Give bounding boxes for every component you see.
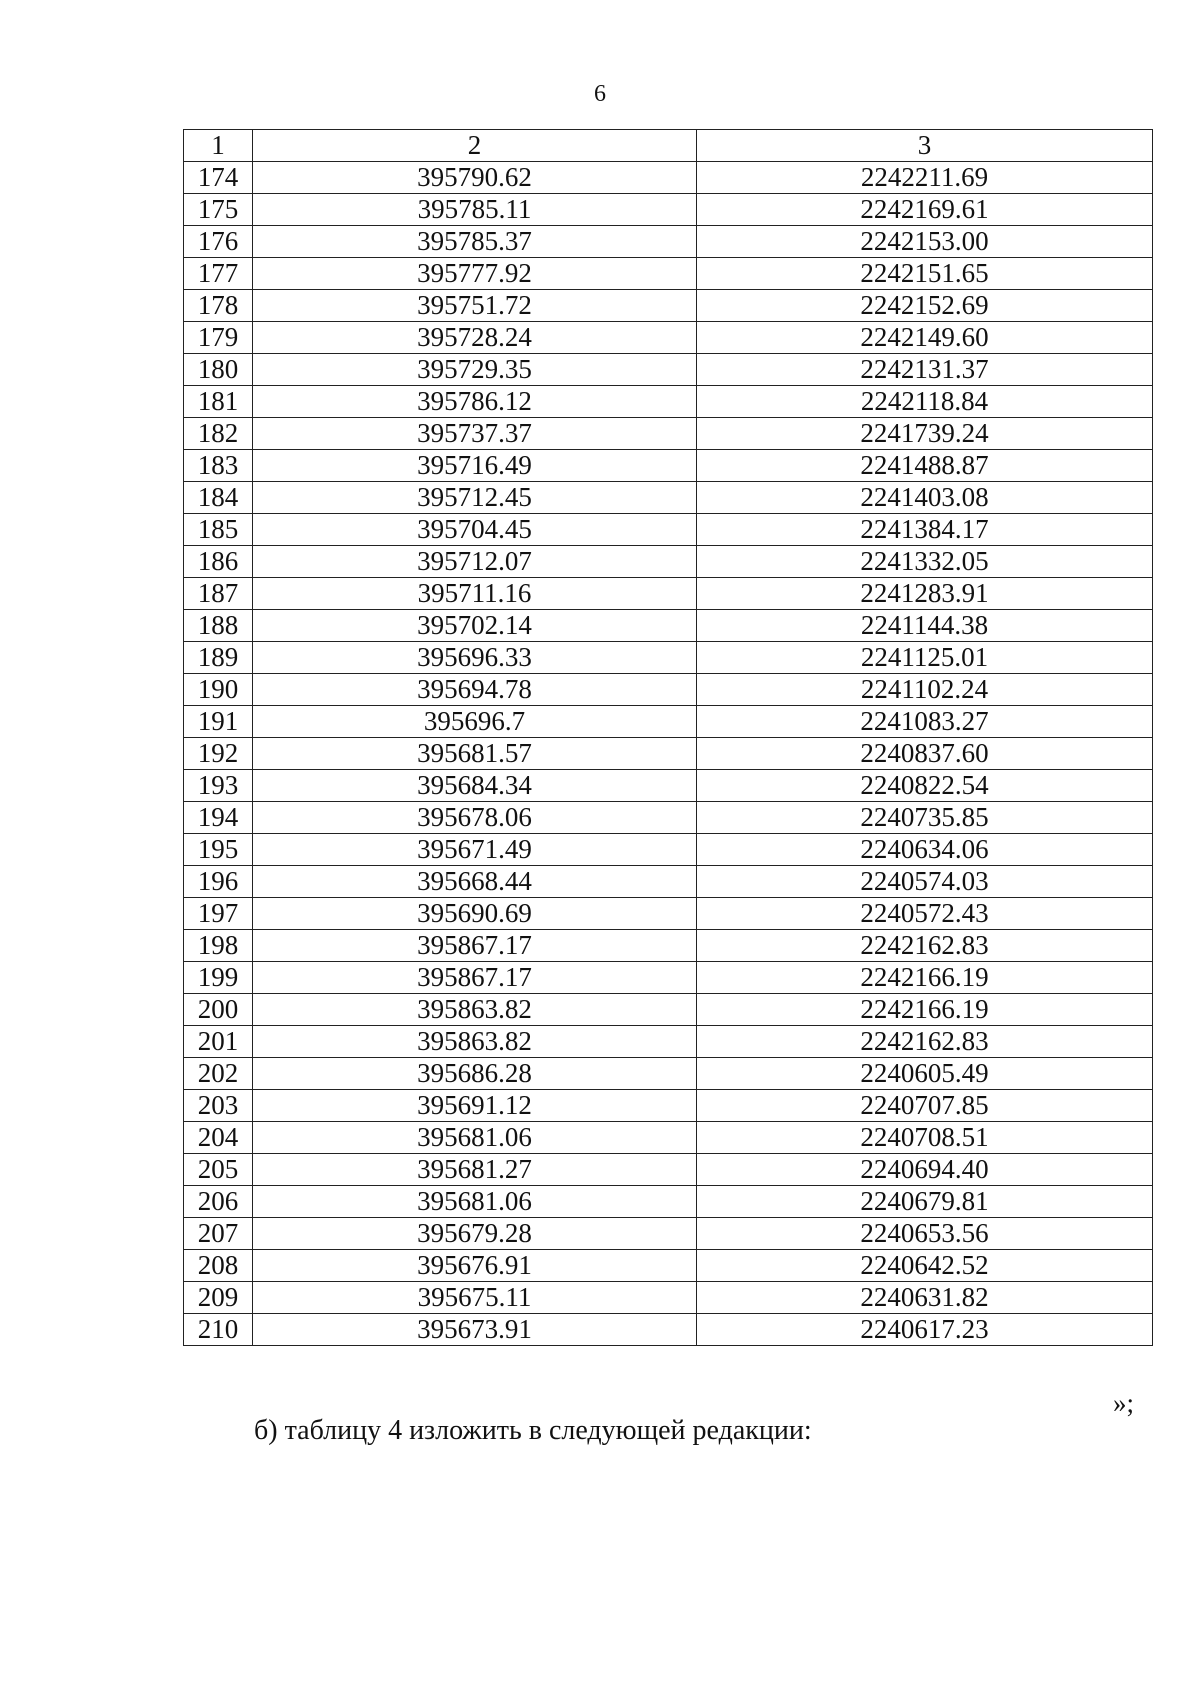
y-coordinate-cell: 2240617.23	[697, 1314, 1153, 1346]
point-number-cell: 208	[184, 1250, 253, 1282]
table-row	[184, 1314, 1153, 1346]
x-coordinate-cell: 395696.33	[253, 642, 697, 674]
table-row	[184, 898, 1153, 930]
point-number-cell: 175	[184, 194, 253, 226]
table-row	[184, 738, 1153, 770]
point-number-cell: 188	[184, 610, 253, 642]
y-coordinate-cell: 2241332.05	[697, 546, 1153, 578]
point-number-cell: 176	[184, 226, 253, 258]
table-row	[184, 226, 1153, 258]
y-coordinate-cell: 2241102.24	[697, 674, 1153, 706]
x-coordinate-cell: 395867.17	[253, 962, 697, 994]
y-coordinate-cell: 2240679.81	[697, 1186, 1153, 1218]
point-number-cell: 204	[184, 1122, 253, 1154]
table-header-row	[184, 130, 1153, 162]
table-row	[184, 578, 1153, 610]
y-coordinate-cell: 2240822.54	[697, 770, 1153, 802]
y-coordinate-cell: 2240605.49	[697, 1058, 1153, 1090]
table-row	[184, 1154, 1153, 1186]
table-row	[184, 482, 1153, 514]
y-coordinate-cell: 2240707.85	[697, 1090, 1153, 1122]
y-coordinate-cell: 2240574.03	[697, 866, 1153, 898]
table-row	[184, 290, 1153, 322]
x-coordinate-cell: 395691.12	[253, 1090, 697, 1122]
y-coordinate-cell: 2241384.17	[697, 514, 1153, 546]
x-coordinate-cell: 395790.62	[253, 162, 697, 194]
y-coordinate-cell: 2242131.37	[697, 354, 1153, 386]
y-coordinate-cell: 2240735.85	[697, 802, 1153, 834]
x-coordinate-cell: 395678.06	[253, 802, 697, 834]
x-coordinate-cell: 395694.78	[253, 674, 697, 706]
x-coordinate-cell: 395681.57	[253, 738, 697, 770]
point-number-cell: 201	[184, 1026, 253, 1058]
x-coordinate-cell: 395716.49	[253, 450, 697, 482]
point-number-cell: 179	[184, 322, 253, 354]
point-number-cell: 197	[184, 898, 253, 930]
x-coordinate-cell: 395712.45	[253, 482, 697, 514]
y-coordinate-cell: 2242151.65	[697, 258, 1153, 290]
table-row	[184, 674, 1153, 706]
table-row	[184, 1090, 1153, 1122]
table-row	[184, 834, 1153, 866]
table-row	[184, 418, 1153, 450]
point-number-cell: 184	[184, 482, 253, 514]
point-number-cell: 174	[184, 162, 253, 194]
point-number-cell: 178	[184, 290, 253, 322]
x-coordinate-cell: 395675.11	[253, 1282, 697, 1314]
point-number-cell: 186	[184, 546, 253, 578]
y-coordinate-cell: 2242162.83	[697, 1026, 1153, 1058]
table-row	[184, 770, 1153, 802]
point-number-cell: 203	[184, 1090, 253, 1122]
y-coordinate-cell: 2242149.60	[697, 322, 1153, 354]
table-row	[184, 802, 1153, 834]
y-coordinate-cell: 2240708.51	[697, 1122, 1153, 1154]
table-row	[184, 1218, 1153, 1250]
table-row	[184, 354, 1153, 386]
x-coordinate-cell: 395728.24	[253, 322, 697, 354]
table-row	[184, 610, 1153, 642]
header-col-3: 3	[697, 130, 1153, 162]
point-number-cell: 199	[184, 962, 253, 994]
table-row	[184, 386, 1153, 418]
x-coordinate-cell: 395686.28	[253, 1058, 697, 1090]
table-row	[184, 1122, 1153, 1154]
point-number-cell: 210	[184, 1314, 253, 1346]
point-number-cell: 202	[184, 1058, 253, 1090]
point-number-cell: 198	[184, 930, 253, 962]
y-coordinate-cell: 2242166.19	[697, 994, 1153, 1026]
x-coordinate-cell: 395867.17	[253, 930, 697, 962]
x-coordinate-cell: 395704.45	[253, 514, 697, 546]
y-coordinate-cell: 2241283.91	[697, 578, 1153, 610]
point-number-cell: 194	[184, 802, 253, 834]
x-coordinate-cell: 395863.82	[253, 994, 697, 1026]
point-number-cell: 182	[184, 418, 253, 450]
y-coordinate-cell: 2242152.69	[697, 290, 1153, 322]
table-body	[184, 130, 1153, 1346]
y-coordinate-cell: 2242153.00	[697, 226, 1153, 258]
y-coordinate-cell: 2240572.43	[697, 898, 1153, 930]
point-number-cell: 206	[184, 1186, 253, 1218]
y-coordinate-cell: 2241125.01	[697, 642, 1153, 674]
point-number-cell: 183	[184, 450, 253, 482]
point-number-cell: 187	[184, 578, 253, 610]
table-row	[184, 1282, 1153, 1314]
x-coordinate-cell: 395676.91	[253, 1250, 697, 1282]
x-coordinate-cell: 395681.27	[253, 1154, 697, 1186]
x-coordinate-cell: 395679.28	[253, 1218, 697, 1250]
y-coordinate-cell: 2241083.27	[697, 706, 1153, 738]
x-coordinate-cell: 395696.7	[253, 706, 697, 738]
x-coordinate-cell: 395737.37	[253, 418, 697, 450]
table-row	[184, 1250, 1153, 1282]
x-coordinate-cell: 395684.34	[253, 770, 697, 802]
point-number-cell: 200	[184, 994, 253, 1026]
x-coordinate-cell: 395729.35	[253, 354, 697, 386]
header-col-2: 2	[253, 130, 697, 162]
table-row	[184, 1186, 1153, 1218]
point-number-cell: 192	[184, 738, 253, 770]
table-row	[184, 930, 1153, 962]
x-coordinate-cell: 395668.44	[253, 866, 697, 898]
point-number-cell: 209	[184, 1282, 253, 1314]
x-coordinate-cell: 395751.72	[253, 290, 697, 322]
point-number-cell: 205	[184, 1154, 253, 1186]
y-coordinate-cell: 2242169.61	[697, 194, 1153, 226]
table-row	[184, 194, 1153, 226]
table-row	[184, 994, 1153, 1026]
point-number-cell: 181	[184, 386, 253, 418]
y-coordinate-cell: 2240653.56	[697, 1218, 1153, 1250]
point-number-cell: 207	[184, 1218, 253, 1250]
y-coordinate-cell: 2240837.60	[697, 738, 1153, 770]
table-row	[184, 1058, 1153, 1090]
y-coordinate-cell: 2242211.69	[697, 162, 1153, 194]
x-coordinate-cell: 395690.69	[253, 898, 697, 930]
table-row	[184, 866, 1153, 898]
y-coordinate-cell: 2242162.83	[697, 930, 1153, 962]
x-coordinate-cell: 395702.14	[253, 610, 697, 642]
y-coordinate-cell: 2241488.87	[697, 450, 1153, 482]
x-coordinate-cell: 395785.37	[253, 226, 697, 258]
point-number-cell: 180	[184, 354, 253, 386]
y-coordinate-cell: 2240634.06	[697, 834, 1153, 866]
y-coordinate-cell: 2240694.40	[697, 1154, 1153, 1186]
table-row	[184, 450, 1153, 482]
y-coordinate-cell: 2241403.08	[697, 482, 1153, 514]
x-coordinate-cell: 395681.06	[253, 1122, 697, 1154]
x-coordinate-cell: 395671.49	[253, 834, 697, 866]
x-coordinate-cell: 395681.06	[253, 1186, 697, 1218]
x-coordinate-cell: 395673.91	[253, 1314, 697, 1346]
table-row	[184, 1026, 1153, 1058]
y-coordinate-cell: 2241739.24	[697, 418, 1153, 450]
page-number: 6	[594, 81, 606, 107]
coordinates-table	[183, 129, 1153, 1346]
x-coordinate-cell: 395863.82	[253, 1026, 697, 1058]
header-col-1: 1	[184, 130, 253, 162]
point-number-cell: 185	[184, 514, 253, 546]
x-coordinate-cell: 395711.16	[253, 578, 697, 610]
y-coordinate-cell: 2240642.52	[697, 1250, 1153, 1282]
table-row	[184, 546, 1153, 578]
y-coordinate-cell: 2242166.19	[697, 962, 1153, 994]
point-number-cell: 191	[184, 706, 253, 738]
table-row	[184, 162, 1153, 194]
table-row	[184, 258, 1153, 290]
table-row	[184, 322, 1153, 354]
y-coordinate-cell: 2240631.82	[697, 1282, 1153, 1314]
x-coordinate-cell: 395785.11	[253, 194, 697, 226]
point-number-cell: 193	[184, 770, 253, 802]
x-coordinate-cell: 395777.92	[253, 258, 697, 290]
table-row	[184, 706, 1153, 738]
point-number-cell: 195	[184, 834, 253, 866]
point-number-cell: 196	[184, 866, 253, 898]
y-coordinate-cell: 2242118.84	[697, 386, 1153, 418]
table-row	[184, 514, 1153, 546]
instruction-text: б) таблицу 4 изложить в следующей редакции:	[254, 1415, 812, 1446]
table-row	[184, 642, 1153, 674]
table-row	[184, 962, 1153, 994]
point-number-cell: 189	[184, 642, 253, 674]
point-number-cell: 177	[184, 258, 253, 290]
x-coordinate-cell: 395786.12	[253, 386, 697, 418]
closing-quote: »;	[1113, 1388, 1135, 1418]
y-coordinate-cell: 2241144.38	[697, 610, 1153, 642]
point-number-cell: 190	[184, 674, 253, 706]
x-coordinate-cell: 395712.07	[253, 546, 697, 578]
